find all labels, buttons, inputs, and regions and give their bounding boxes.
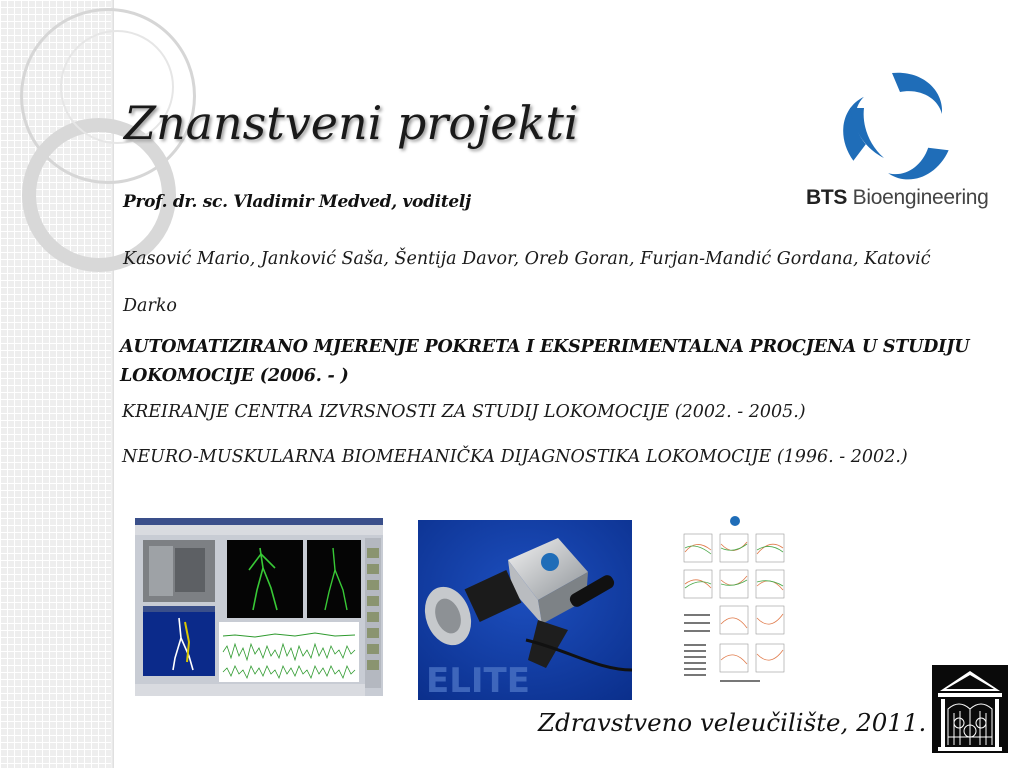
project-item: KREIRANJE CENTRA IZVRSNOSTI ZA STUDIJ LOKOMOCIJE (2002. - 2005.) bbox=[122, 402, 806, 422]
project-item: NEURO-MUSKULARNA BIOMEHANIČKA DIJAGNOSTIKA LOKOMOCIJE (1996. - 2002.) bbox=[122, 447, 908, 467]
footer-institution: Zdravstveno veleučilište, 2011. bbox=[538, 708, 927, 737]
slide-title: Znanstveni projekti bbox=[124, 96, 579, 150]
project-item-current: AUTOMATIZIRANO MJERENJE POKRETA I EKSPERIMENTALNA PROCJENA U STUDIJU LOKOMOCIJE (2006. - ) bbox=[120, 337, 970, 386]
logo-brand: BTS bbox=[806, 186, 848, 209]
gait-analysis-report-image bbox=[676, 514, 794, 692]
bts-logo-text bbox=[806, 186, 989, 210]
logo-product: Bioengineering bbox=[852, 186, 989, 209]
motion-analysis-software-screenshot bbox=[135, 518, 383, 696]
elite-camera-image bbox=[418, 520, 632, 700]
institution-emblem-icon bbox=[932, 665, 1008, 753]
camera-label: ELITE bbox=[426, 661, 530, 700]
project-leader: Prof. dr. sc. Vladimir Medved, voditelj bbox=[123, 192, 471, 212]
team-members: Kasović Mario, Janković Saša, Šentija Davor, Oreb Goran, Furjan-Mandić Gordana, Katović Darko bbox=[123, 249, 931, 316]
